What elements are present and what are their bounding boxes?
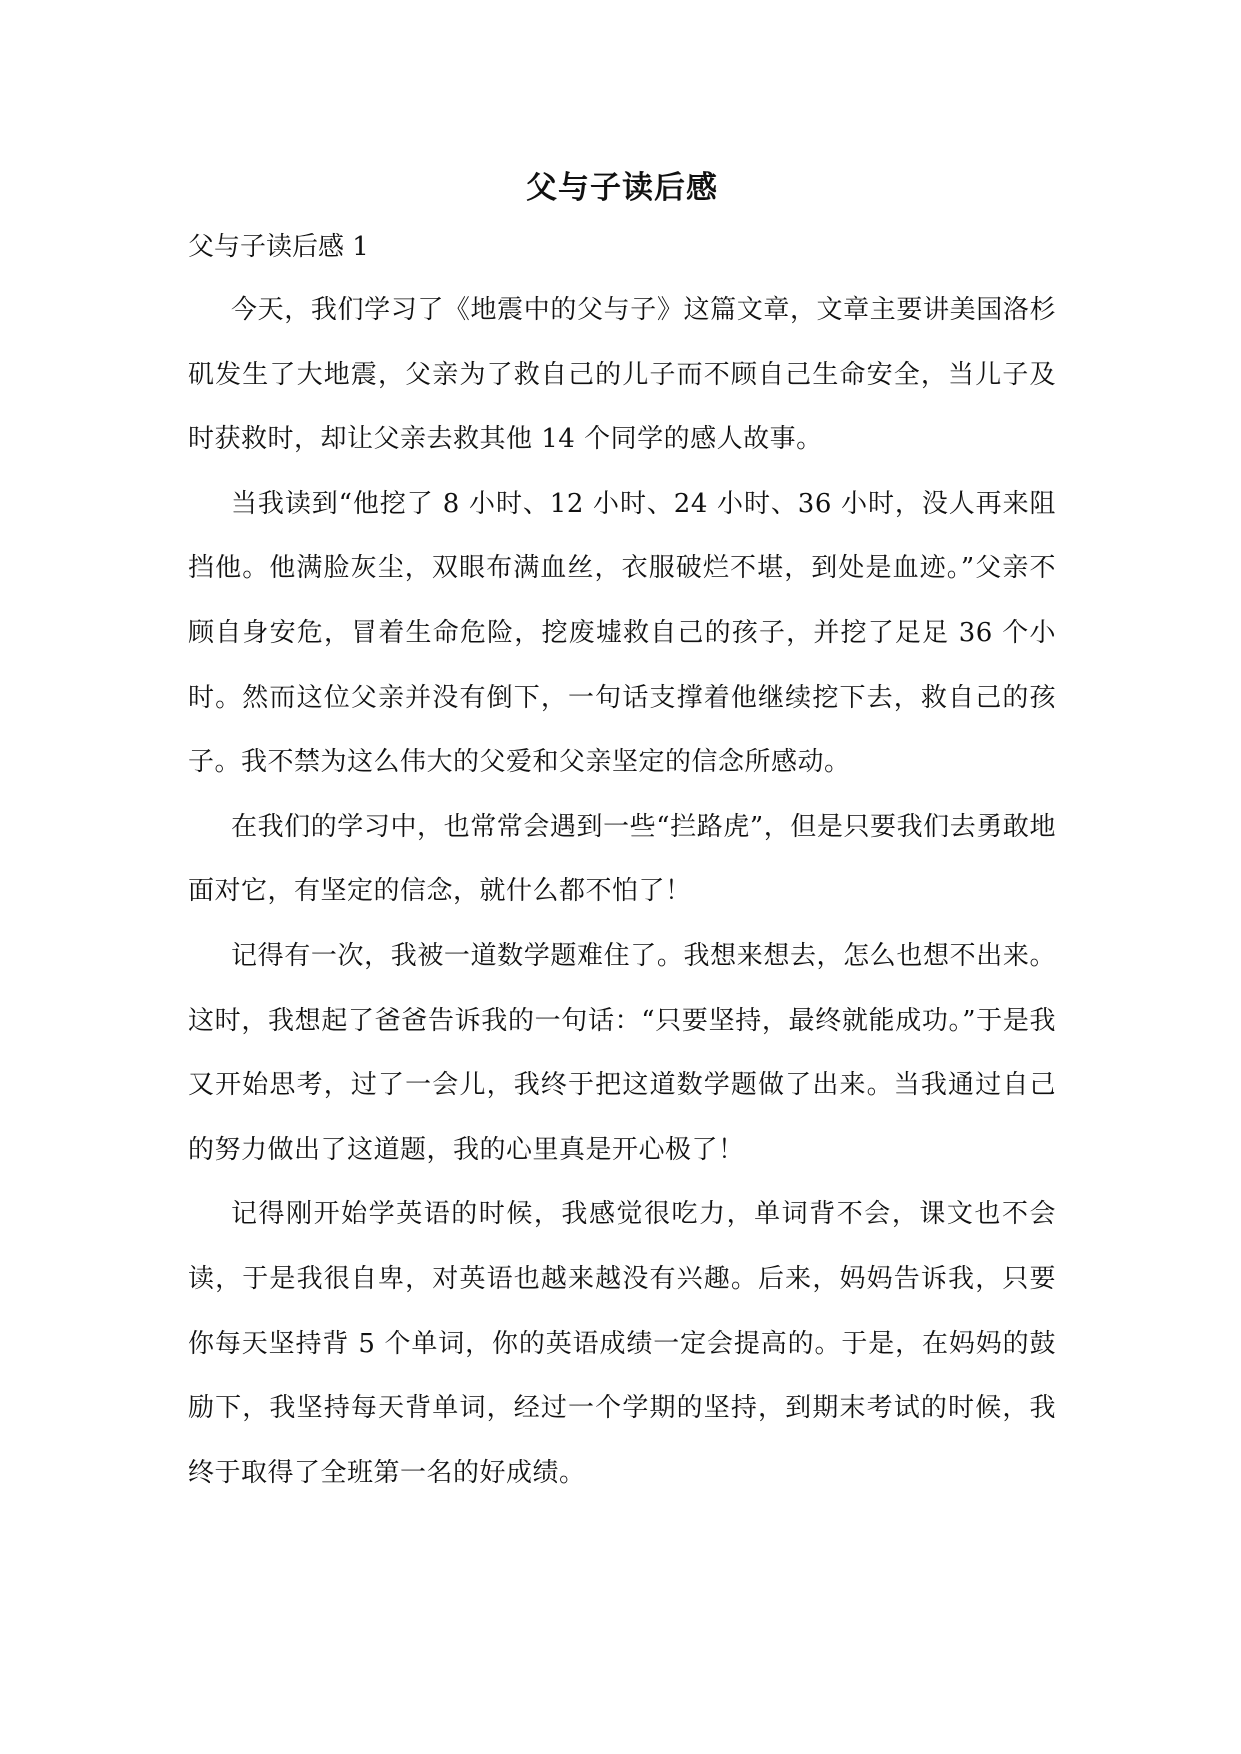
paragraph-3: 在我们的学习中，也常常会遇到一些“拦路虎”，但是只要我们去勇敢地面对它，有坚定的信念，就什么都不怕了！ (188, 811, 1056, 907)
paragraph-4: 记得有一次，我被一道数学题难住了。我想来想去，怎么也想不出来。这时，我想起了爸爸告诉我的一句话：“只要坚持，最终就能成功。”于是我又开始思考，过了一会儿，我终于把这道数学题做了出来。当我通过自己的努力做出了这道题，我的心里真是开心极了！ (188, 940, 1056, 1165)
section-heading: 父与子读后感 1 (188, 232, 369, 262)
document-body (188, 160, 1056, 1505)
paragraph-1: 今天，我们学习了《地震中的父与子》这篇文章，文章主要讲美国洛杉矶发生了大地震，父亲为了救自己的儿子而不顾自己生命安全，当儿子及时获救时，却让父亲去救其他 14 个同学的感人故事。 (188, 295, 1056, 455)
document-title: 父与子读后感 (526, 170, 718, 206)
paragraph-2: 当我读到“他挖了 8 小时、12 小时、24 小时、36 小时，没人再来阻挡他。他满脸灰尘，双眼布满血丝，衣服破烂不堪，到处是血迹。”父亲不顾自身安危，冒着生命危险，挖废墟救自己的孩子，并挖了足足 36 个小时。然而这位父亲并没有倒下，一句话支撑着他继续挖下去，救自己的孩子。我不禁为这么伟大的父爱和父亲坚定的信念所感动。 (188, 488, 1056, 778)
paragraph-5: 记得刚开始学英语的时候，我感觉很吃力，单词背不会，课文也不会读，于是我很自卑，对英语也越来越没有兴趣。后来，妈妈告诉我，只要你每天坚持背 5 个单词，你的英语成绩一定会提高的。于是，在妈妈的鼓励下，我坚持每天背单词，经过一个学期的坚持，到期末考试的时候，我终于取得了全班第一名的好成绩。 (188, 1199, 1056, 1488)
